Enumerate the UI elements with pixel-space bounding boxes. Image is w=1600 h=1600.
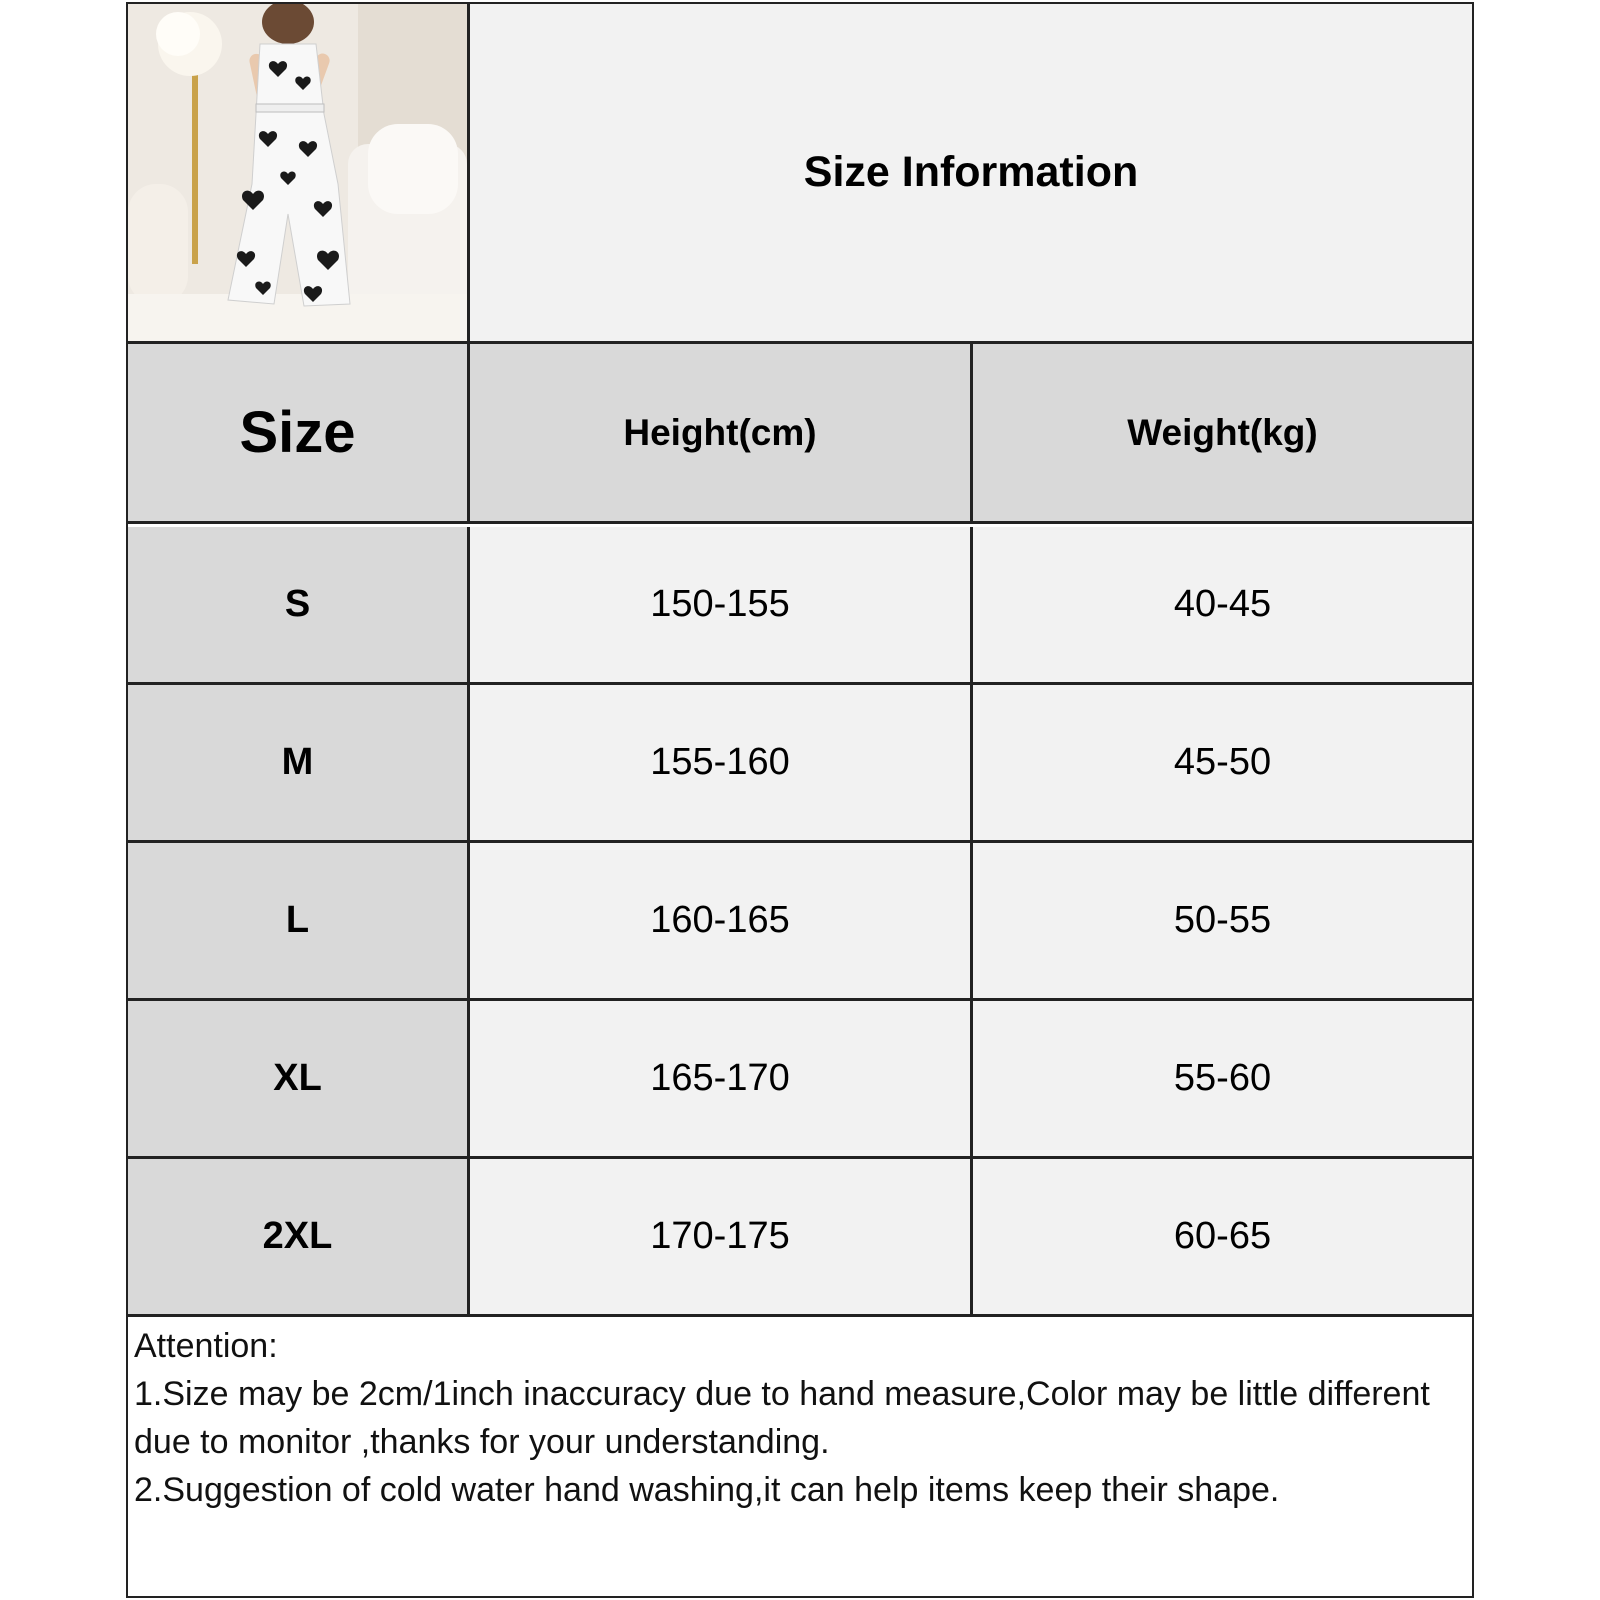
weight-value: 45-50 [1173,741,1272,783]
weight-cell [973,1159,1472,1314]
header-size: Size [239,400,356,465]
size-value: L [285,899,310,941]
attention-notes [128,1314,1472,1514]
header-height-cell [470,344,973,521]
header-weight-cell [973,344,1472,521]
height-value: 165-170 [650,1057,790,1099]
height-cell [470,1001,973,1156]
table-row [128,685,1472,843]
table-row [128,1159,1472,1317]
attention-heading: Attention: [134,1327,278,1365]
title-row [128,4,1472,344]
table-row [128,1001,1472,1159]
weight-cell [973,843,1472,998]
size-cell [128,527,470,682]
table-row [128,527,1472,685]
weight-value: 55-60 [1173,1057,1272,1099]
height-value: 150-155 [650,583,790,625]
page-title: Size Information [803,148,1139,196]
weight-value: 40-45 [1173,583,1272,625]
product-photo-icon [128,4,467,341]
height-cell [470,685,973,840]
size-value: S [284,583,311,625]
height-cell [470,843,973,998]
size-cell [128,1159,470,1314]
header-height: Height(cm) [623,411,817,453]
table-header-row [128,344,1472,524]
size-value: XL [273,1057,322,1099]
weight-cell [973,685,1472,840]
size-cell [128,843,470,998]
weight-cell [973,527,1472,682]
height-cell [470,1159,973,1314]
attention-line-2: 2.Suggestion of cold water hand washing,it can help items keep their shape. [134,1471,1280,1509]
title-cell [470,4,1472,341]
weight-cell [973,1001,1472,1156]
size-value: 2XL [262,1215,333,1257]
weight-value: 60-65 [1173,1215,1272,1257]
size-value: M [281,741,314,783]
table-row [128,843,1472,1001]
height-cell [470,527,973,682]
header-size-cell [128,344,470,521]
size-cell [128,685,470,840]
attention-line-1: 1.Size may be 2cm/1inch inaccuracy due to hand measure,Color may be little different due to monitor ,thanks for your understanding. [134,1375,1430,1461]
height-value: 155-160 [650,741,790,783]
weight-value: 50-55 [1173,899,1272,941]
product-photo [128,4,470,341]
height-value: 160-165 [650,899,790,941]
height-value: 170-175 [650,1215,790,1257]
header-weight: Weight(kg) [1127,411,1318,453]
size-chart [126,2,1474,1598]
size-cell [128,1001,470,1156]
